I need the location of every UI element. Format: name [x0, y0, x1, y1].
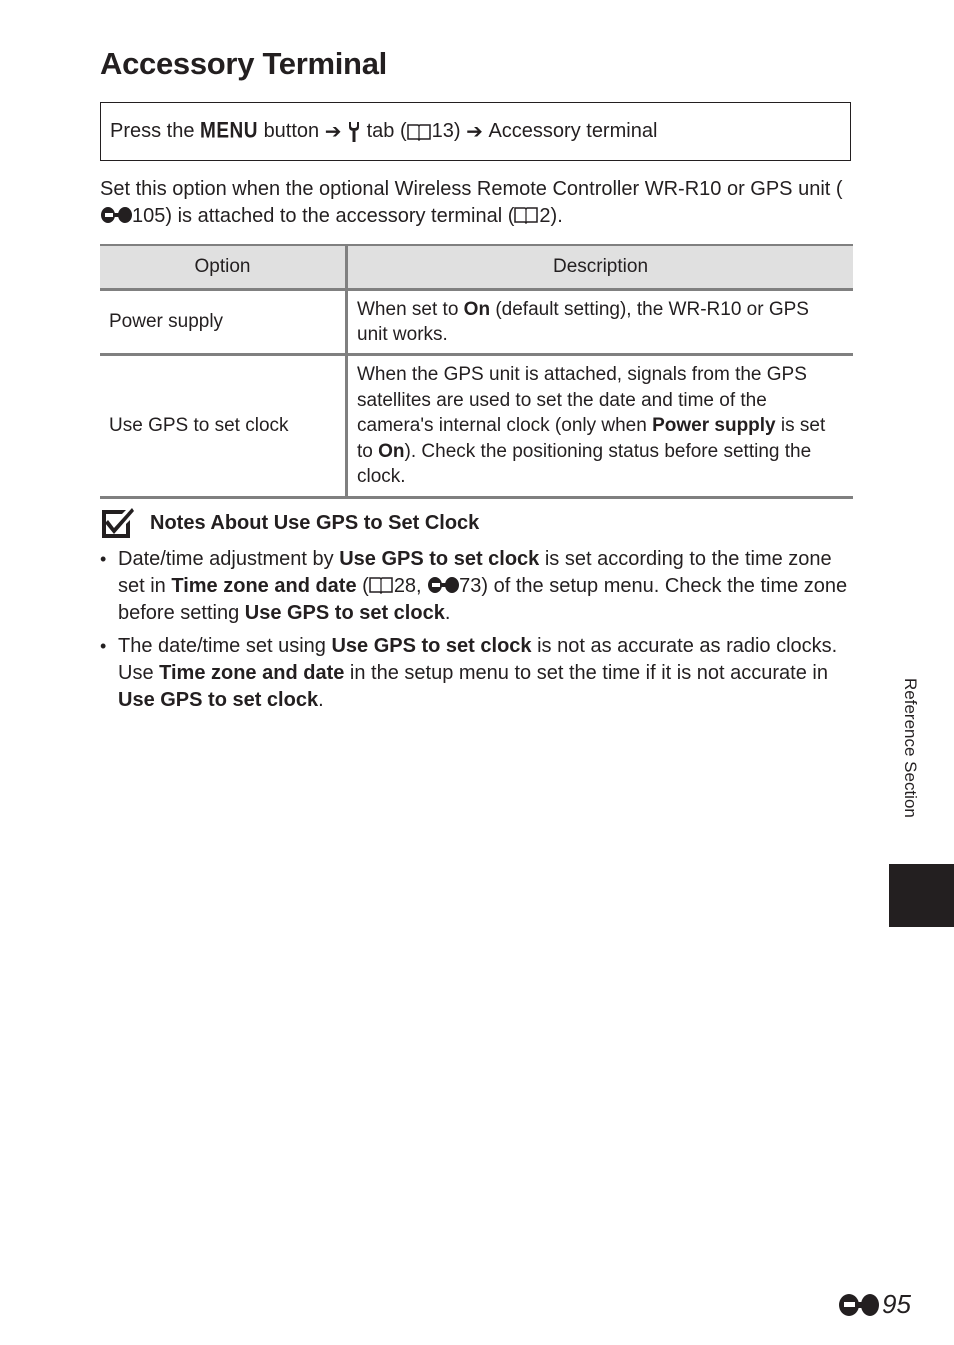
table-row [100, 290, 853, 355]
options-table [100, 244, 853, 499]
option-description: When the GPS unit is attached, signals from the GPS satellites are used to set the date and time of the camera's internal clock (only when Power supply is set to On). Check the positioning status before setting the clock. [347, 355, 854, 498]
option-description: When set to On (default setting), the WR-R10 or GPS unit works. [347, 290, 854, 355]
table-header-description: Description [347, 245, 854, 290]
menu-button-label: MENU [200, 118, 258, 143]
book-ref-icon [369, 576, 393, 594]
e-ref-icon [427, 576, 459, 594]
section-tab-label: Reference Section [901, 678, 920, 818]
e-ref-icon [100, 206, 132, 224]
book-ref-icon [407, 123, 431, 141]
e-section-icon [838, 1293, 880, 1317]
notes-heading-text: Notes About Use GPS to Set Clock [150, 511, 480, 534]
notes-list [100, 546, 860, 720]
nav-tab-ref: 13) [431, 120, 461, 142]
option-name: Use GPS to set clock [100, 355, 347, 498]
option-name: Power supply [100, 290, 347, 355]
intro-paragraph [100, 176, 860, 230]
nav-tab-word: tab ( [366, 120, 407, 142]
page-number-text: 95 [882, 1289, 911, 1319]
checkmark-icon [100, 506, 134, 540]
nav-button-word: button [263, 120, 320, 142]
list-item: • Date/time adjustment by Use GPS to set clock is set according to the time zone set in Time zone and date ( 28, 73) of the setup menu. Check the time zone before setting Use GPS to set clock. [100, 548, 848, 624]
wrench-icon [347, 121, 361, 143]
intro-text-1: Set this option when the optional Wireless Remote Controller WR-R10 or GPS unit ( [100, 178, 843, 200]
nav-press-the: Press the [110, 120, 195, 142]
nav-destination: Accessory terminal [488, 120, 658, 142]
intro-text-2: 105) is attached to the accessory terminal ( [132, 205, 515, 227]
page-title: Accessory Terminal [100, 46, 387, 81]
table-header-option: Option [100, 245, 347, 290]
list-item: • The date/time set using Use GPS to set clock is not as accurate as radio clocks. Use Time zone and date in the setup menu to set the time if it is not accurate in Use GPS to set clock. [100, 635, 838, 711]
book-ref-icon [514, 206, 538, 224]
intro-text-3: 2). [539, 205, 563, 227]
arrow-right-icon: ➔ [324, 121, 342, 143]
table-row [100, 355, 853, 498]
notes-heading [100, 506, 479, 540]
page-number [838, 1289, 911, 1320]
section-tab-marker [889, 864, 954, 927]
arrow-right-icon: ➔ [466, 121, 483, 143]
menu-path-box [100, 102, 851, 161]
